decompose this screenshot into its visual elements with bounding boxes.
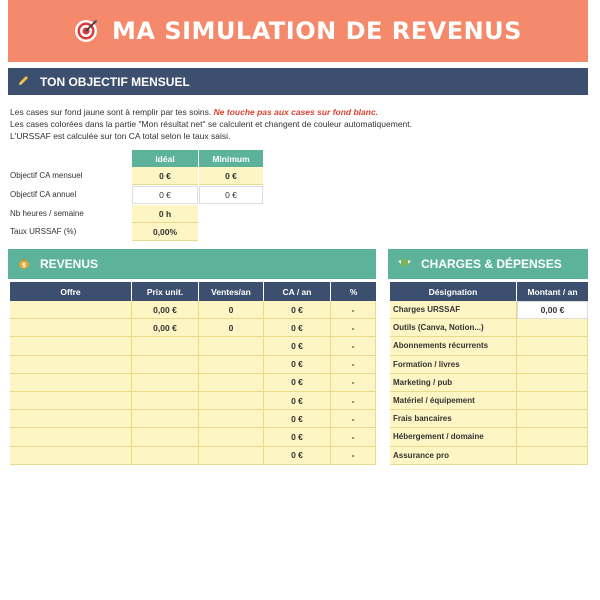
charges-section-header	[388, 249, 588, 279]
charge-amount-cell: 0,00 €	[517, 301, 588, 319]
revenue-col-pct: %	[331, 282, 376, 301]
revenue-ca-cell: 0 €	[264, 447, 331, 465]
revenue-table-row	[10, 410, 376, 428]
revenue-prix-cell[interactable]	[132, 356, 199, 374]
target-icon	[74, 19, 98, 43]
revenue-section-header	[8, 249, 376, 279]
revenue-table-row	[10, 337, 376, 355]
info-line-1: Les cases sur fond jaune sont à remplir par tes soins.	[10, 107, 212, 117]
revenue-offre-cell[interactable]	[10, 447, 132, 465]
info-line-3: L'URSSAF est calculée sur ton CA total selon le taux saisi.	[10, 131, 231, 141]
monthly-goal-minimum[interactable]: 0 €	[199, 167, 263, 185]
charges-table-row	[390, 392, 588, 410]
charge-designation-cell: Assurance pro	[390, 447, 517, 465]
charges-table-row	[390, 374, 588, 392]
money-bag-icon	[18, 256, 30, 272]
charges-table-row	[390, 337, 588, 355]
revenue-offre-cell[interactable]	[10, 392, 132, 410]
revenue-prix-cell[interactable]	[132, 392, 199, 410]
revenue-table-row	[10, 392, 376, 410]
charge-amount-cell[interactable]	[517, 428, 588, 446]
info-line-2: Les cases colorées dans la partie "Mon résultat net" se calculent et changent de couleur automatiquement.	[10, 119, 412, 129]
instructions	[10, 106, 570, 142]
revenue-offre-cell[interactable]	[10, 374, 132, 392]
revenue-prix-cell[interactable]: 0,00 €	[132, 301, 199, 319]
charges-table-row	[390, 301, 588, 319]
hours-per-week-input[interactable]: 0 h	[132, 205, 198, 223]
charge-amount-cell[interactable]	[517, 319, 588, 337]
revenue-pct-cell: -	[331, 319, 376, 337]
charge-amount-cell[interactable]	[517, 447, 588, 465]
revenue-ventes-cell[interactable]	[199, 337, 264, 355]
revenue-col-offre: Offre	[10, 282, 132, 301]
revenue-ca-cell: 0 €	[264, 374, 331, 392]
annual-goal-ideal: 0 €	[132, 186, 198, 204]
revenue-ca-cell: 0 €	[264, 392, 331, 410]
charge-designation-cell: Outils (Canva, Notion...)	[390, 319, 517, 337]
revenue-offre-cell[interactable]	[10, 301, 132, 319]
revenue-ca-cell: 0 €	[264, 319, 331, 337]
revenue-prix-cell[interactable]	[132, 447, 199, 465]
page-title: MA SIMULATION DE REVENUS	[112, 17, 522, 45]
objective-col-ideal: Idéal	[132, 150, 198, 167]
revenue-prix-cell[interactable]	[132, 337, 199, 355]
revenue-header-label: REVENUS	[40, 257, 99, 271]
charge-designation-cell: Marketing / pub	[390, 374, 517, 392]
revenue-offre-cell[interactable]	[10, 319, 132, 337]
revenue-pct-cell: -	[331, 392, 376, 410]
revenue-pct-cell: -	[331, 447, 376, 465]
charges-header-label: CHARGES & DÉPENSES	[421, 257, 562, 271]
charge-designation-cell: Matériel / équipement	[390, 392, 517, 410]
charges-col-designation: Désignation	[390, 282, 517, 301]
charge-amount-cell[interactable]	[517, 410, 588, 428]
objective-section-header	[8, 68, 588, 95]
annual-goal-minimum: 0 €	[199, 186, 263, 204]
revenue-offre-cell[interactable]	[10, 428, 132, 446]
revenue-pct-cell: -	[331, 337, 376, 355]
charges-table-row	[390, 447, 588, 465]
charges-table-row	[390, 356, 588, 374]
revenue-ventes-cell[interactable]	[199, 410, 264, 428]
info-warning: Ne touche pas aux cases sur fond blanc.	[213, 107, 379, 117]
revenue-prix-cell[interactable]	[132, 428, 199, 446]
charge-designation-cell: Charges URSSAF	[390, 301, 517, 319]
money-wings-icon	[398, 257, 411, 271]
charge-amount-cell[interactable]	[517, 337, 588, 355]
objective-row-label: Nb heures / semaine	[10, 209, 84, 218]
revenue-ca-cell: 0 €	[264, 410, 331, 428]
revenue-pct-cell: -	[331, 428, 376, 446]
revenue-ventes-cell[interactable]	[199, 447, 264, 465]
revenue-offre-cell[interactable]	[10, 356, 132, 374]
monthly-goal-ideal[interactable]: 0 €	[132, 167, 198, 185]
charge-designation-cell: Frais bancaires	[390, 410, 517, 428]
charge-amount-cell[interactable]	[517, 356, 588, 374]
revenue-ca-cell: 0 €	[264, 356, 331, 374]
revenue-offre-cell[interactable]	[10, 337, 132, 355]
revenue-prix-cell[interactable]: 0,00 €	[132, 319, 199, 337]
revenue-table-row	[10, 374, 376, 392]
charges-table-row	[390, 410, 588, 428]
revenue-ventes-cell[interactable]	[199, 356, 264, 374]
revenue-table-row	[10, 447, 376, 465]
svg-text:$: $	[21, 262, 27, 269]
revenue-pct-cell: -	[331, 410, 376, 428]
revenue-ventes-cell[interactable]	[199, 428, 264, 446]
charge-amount-cell[interactable]	[517, 374, 588, 392]
revenue-prix-cell[interactable]	[132, 374, 199, 392]
charges-table-row	[390, 319, 588, 337]
revenue-prix-cell[interactable]	[132, 410, 199, 428]
objective-row-label: Objectif CA annuel	[10, 190, 77, 199]
charge-designation-cell: Hébergement / domaine	[390, 428, 517, 446]
urssaf-rate-input[interactable]: 0,00%	[132, 223, 198, 241]
charge-amount-cell[interactable]	[517, 392, 588, 410]
charges-col-montant: Montant / an	[517, 282, 588, 301]
objective-row-label: Objectif CA mensuel	[10, 171, 83, 180]
revenue-table-row	[10, 319, 376, 337]
revenue-col-ventes: Ventes/an	[199, 282, 264, 301]
revenue-table-row	[10, 301, 376, 319]
revenue-ca-cell: 0 €	[264, 337, 331, 355]
revenue-pct-cell: -	[331, 356, 376, 374]
revenue-ventes-cell[interactable]: 0	[199, 301, 264, 319]
charge-designation-cell: Formation / livres	[390, 356, 517, 374]
revenue-ventes-cell[interactable]: 0	[199, 319, 264, 337]
pencil-icon	[18, 74, 30, 89]
revenue-col-prix: Prix unit.	[132, 282, 199, 301]
title-banner	[8, 0, 588, 62]
revenue-ventes-cell[interactable]	[199, 392, 264, 410]
charge-designation-cell: Abonnements récurrents	[390, 337, 517, 355]
revenue-pct-cell: -	[331, 374, 376, 392]
revenue-ca-cell: 0 €	[264, 428, 331, 446]
revenue-offre-cell[interactable]	[10, 410, 132, 428]
revenue-pct-cell: -	[331, 301, 376, 319]
revenue-table-row	[10, 356, 376, 374]
revenue-table-row	[10, 428, 376, 446]
objective-col-minimum: Minimum	[199, 150, 263, 167]
revenue-col-ca: CA / an	[264, 282, 331, 301]
revenue-ventes-cell[interactable]	[199, 374, 264, 392]
objective-header-label: TON OBJECTIF MENSUEL	[40, 74, 190, 89]
objective-row-label: Taux URSSAF (%)	[10, 227, 77, 236]
revenue-ca-cell: 0 €	[264, 301, 331, 319]
charges-table-row	[390, 428, 588, 446]
